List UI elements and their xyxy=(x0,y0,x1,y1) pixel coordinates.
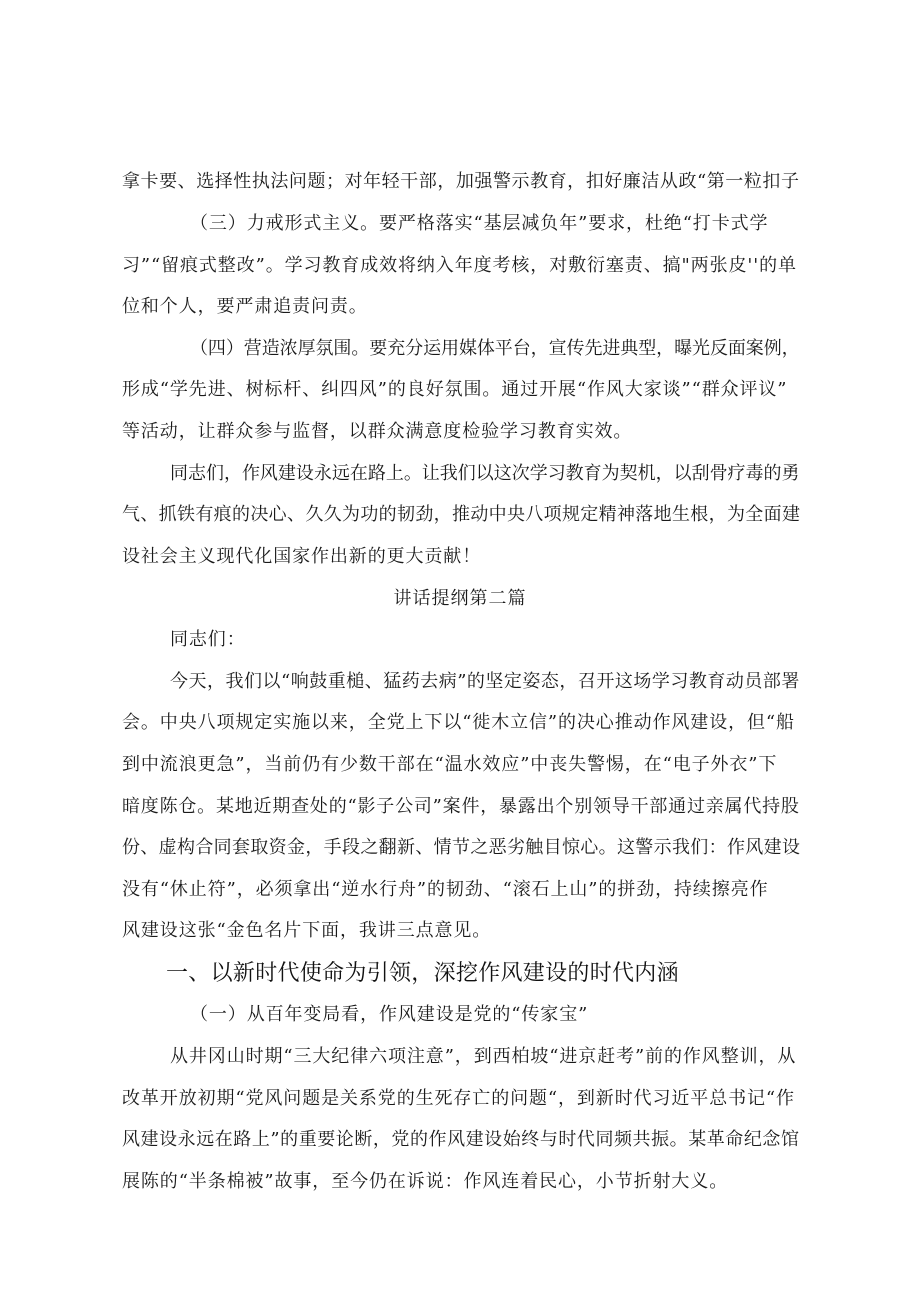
paragraph-line: 习”“留痕式整改”。学习教育成效将纳入年度考核，对敷衍塞责、搞"两张皮''的单 xyxy=(122,255,797,276)
paragraph-line: 设社会主义现代化国家作出新的更大贡献！ xyxy=(122,546,482,567)
section-heading: 一、以新时代使命为引领，深挖作风建设的时代内涵 xyxy=(166,961,679,986)
paragraph-line: 形成“学先进、树标杆、纠四风”的良好氛围。通过开展“作风大家谈”“群众评议” xyxy=(122,379,788,400)
paragraph-line: 暗度陈仓。某地近期查处的“影子公司”案件，暴露出个别领导干部通过亲属代持股 xyxy=(122,796,800,817)
paragraph-line: （四）营造浓厚氛围。要充分运用媒体平台，宣传先进典型，曝光反面案例， xyxy=(190,338,800,359)
greeting-line: 同志们： xyxy=(170,629,246,650)
paragraph-line: 拿卡要、选择性执法问题；对年轻干部，加强警示教育，扣好廉洁从政“第一粒扣子 xyxy=(122,171,800,192)
paragraph-line: （三）力戒形式主义。要严格落实“基层减负年”要求，杜绝“打卡式学 xyxy=(190,213,769,234)
document-title: 讲话提纲第二篇 xyxy=(393,588,527,609)
paragraph-line: 份、虚构合同套取资金，手段之翻新、情节之恶劣触目惊心。这警示我们：作风建设 xyxy=(122,837,801,858)
paragraph-line: 等活动，让群众参与监督，以群众满意度检验学习教育实效。 xyxy=(122,421,633,442)
paragraph-line: 同志们，作风建设永远在路上。让我们以这次学习教育为契机，以刮骨疗毒的勇 xyxy=(170,463,800,484)
paragraph-line: 气、抓铁有痕的决心、久久为功的韧劲，推动中央八项规定精神落地生根，为全面建 xyxy=(122,504,801,525)
paragraph-line: 风建设永远在路上”的重要论断，党的作风建设始终与时代同频共振。某革命纪念馆 xyxy=(122,1129,800,1150)
paragraph-line: 展陈的“半条棉被”故事，至今仍在诉说：作风连着民心，小节折射大义。 xyxy=(122,1171,729,1192)
paragraph-line: 位和个人，要严肃追责问责。 xyxy=(122,296,368,317)
paragraph-line: 从井冈山时期“三大纪律六项注意”，到西柏坡“进京赶考”前的作风整训，从 xyxy=(170,1046,797,1067)
paragraph-line: 今天，我们以“响鼓重槌、猛药去病”的坚定姿态，召开这场学习教育动员部署 xyxy=(170,671,800,692)
paragraph-line: 到中流浪更急”，当前仍有少数干部在“温水效应”中丧失警惕，在“电子外衣”下 xyxy=(122,754,778,775)
subsection-heading: （一）从百年变局看，作风建设是党的“传家宝” xyxy=(190,1004,589,1025)
paragraph-line: 改革开放初期“党风问题是关系党的生死存亡的问题“，到新时代习近平总书记“作 xyxy=(122,1088,795,1109)
paragraph-line: 没有“休止符”，必须拿出“逆水行舟”的韧劲、“滚石上山”的拼劲，持续擦亮作 xyxy=(122,879,769,900)
paragraph-line: 会。中央八项规定实施以来，全党上下以“徙木立信”的决心推动作风建设，但“船 xyxy=(122,712,795,733)
paragraph-line: 风建设这张“金色名片下面，我讲三点意见。 xyxy=(122,920,492,941)
